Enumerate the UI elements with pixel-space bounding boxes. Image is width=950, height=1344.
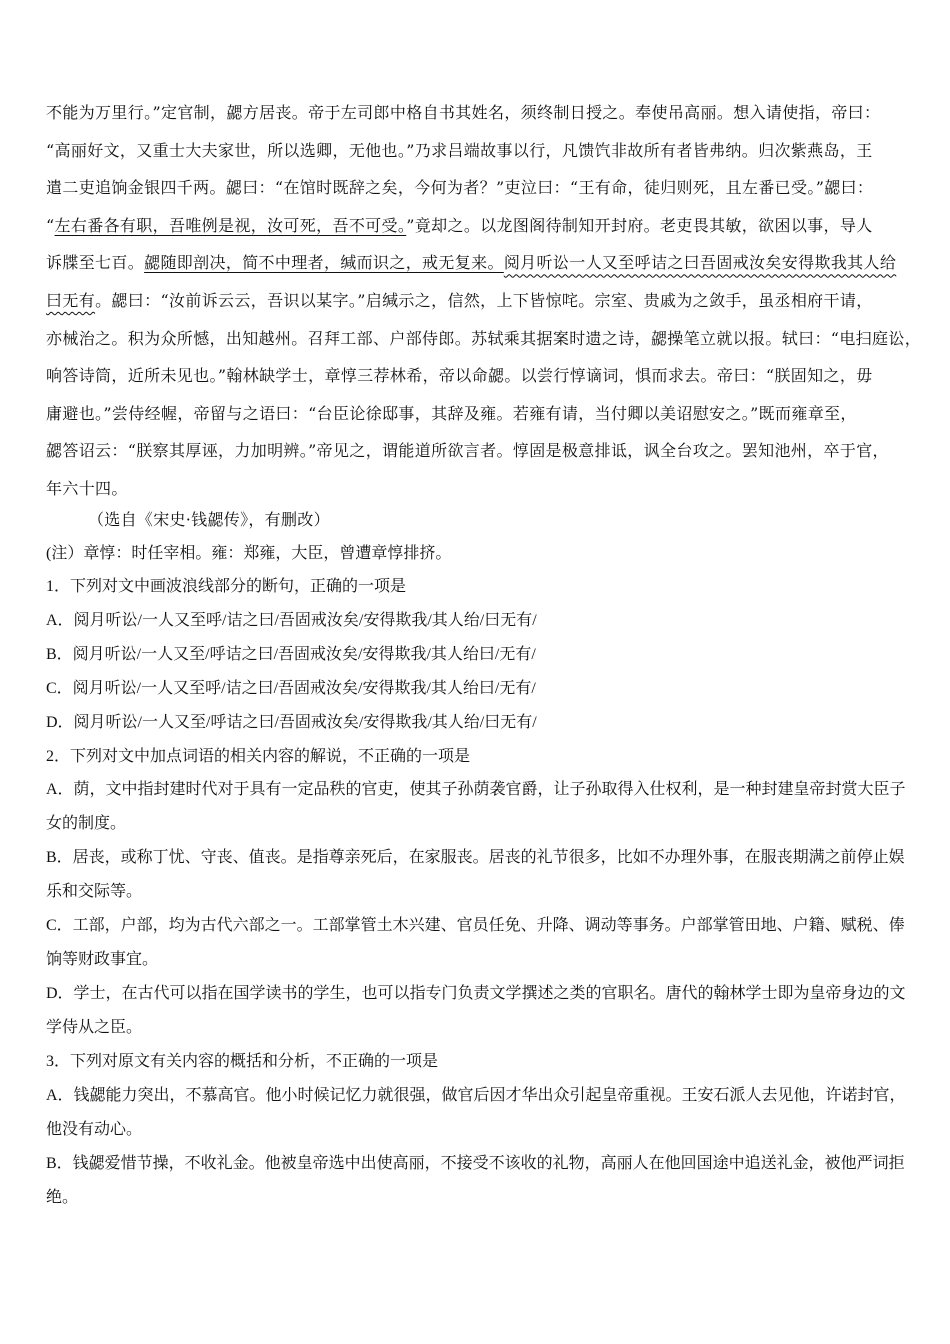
passage-line: [46, 395, 914, 433]
passage-line: [46, 244, 914, 282]
answer-option: B．钱勰爱惜节操，不收礼金。他被皇帝选中出使高丽，不接受不该收的礼物，高丽人在他回国途中追送礼金，被他严词拒绝。: [46, 1154, 905, 1206]
answer-option: D．学士，在古代可以指在国学读书的学生，也可以指专门负责文学撰述之类的官职名。唐代的翰林学士即为皇帝身边的文学侍从之臣。: [46, 985, 906, 1036]
underlined-text: 左右番各有职，吾唯例是视，汝可死，吾不可受。: [54, 215, 407, 235]
answer-option: B．居丧，或称丁忧、守丧、值丧。是指尊亲死后，在家服丧。居丧的礼节很多，比如不办理外事，在服丧期满之前停止娱乐和交际等。: [46, 849, 905, 900]
passage-text: ”竟却之。以龙图阁待制知开封府。老吏畏其敏，欲困以事，导人: [406, 215, 873, 235]
passage-text: 勰答诏云：“朕察其厚诬，力加明辨。”帝见之，谓能道所欲言者。惇固是极意排诋，讽全台攻之。罢知池州，卒于官，: [46, 441, 889, 461]
passage-text: 遣二吏追饷金银四千两。勰曰：“在馆时既辞之矣，今何为者？”吏泣曰：“王有命，徒归则死，且左番已受。”勰曰：: [46, 178, 874, 198]
answer-option: A．荫，文中指封建时代对于具有一定品秩的官吏，使其子孙荫袭官爵，让子孙取得入仕权利，是一种封建皇帝封赏大臣子女的制度。: [46, 781, 906, 832]
underlined-text: 勰随即剖决，简不中理者，缄而识之，戒无复来。: [144, 253, 504, 273]
answer-option: A．阅月听讼/一人又至呼/诘之曰/吾固戒汝矣/安得欺我/其人绐/曰无有/: [46, 611, 537, 629]
passage-line: [46, 132, 914, 170]
passage-line: [46, 357, 914, 395]
passage-text: 。勰曰：“汝前诉云云，吾识以某字。”启缄示之，信然，上下皆惊咤。宗室、贵戚为之敛手，虽丞相府干请，: [95, 290, 873, 310]
answer-option: B．阅月听讼/一人又至/呼诘之曰/吾固戒汝矣/安得欺我/其人绐曰/无有/: [46, 645, 536, 663]
passage-source: （选自《宋史·钱勰传》，有删改）: [88, 510, 330, 529]
passage-text: 不能为万里行。”定官制，勰方居丧。帝于左司郎中格自书其姓名，须终制日授之。奉使吊高丽。想入请使指，帝曰：: [46, 103, 881, 122]
wavy-underlined-text: 曰无有: [46, 290, 96, 310]
question-stem: 3．下列对原文有关内容的概括和分析，不正确的一项是: [46, 1053, 439, 1070]
passage-line: [46, 320, 922, 358]
answer-option: D．阅月听讼/一人又至/呼诘之曰/吾固戒汝矣/安得欺我/其人绐/曰无有/: [46, 713, 537, 731]
classical-passage: [46, 94, 922, 508]
questions-section: [46, 503, 914, 1215]
passage-line: [46, 432, 914, 470]
passage-text: “: [46, 215, 55, 235]
passage-line: [46, 282, 914, 320]
passage-note: (注）章惇：时任宰相。雍：郑雍，大臣，曾遭章惇排挤。: [46, 544, 452, 562]
passage-line: [46, 207, 914, 245]
passage-line: [46, 94, 914, 132]
passage-text: 庸避也。”尝侍经幄，帝留与之语曰：“台臣论徐邸事，其辞及雍。若雍有请，当付卿以美诏慰安之。”既而雍章至，: [46, 403, 857, 423]
passage-line: [46, 169, 914, 207]
passage-text: 诉牒至七百。: [46, 253, 145, 273]
answer-option: A．钱勰能力突出，不慕高官。他小时候记忆力就很强，做官后因才华出众引起皇帝重视。王安石派人去见他，许诺封官，他没有动心。: [46, 1086, 906, 1138]
passage-text: 亦械治之。积为众所憾，出知越州。召拜工部、户部侍郎。苏轼乘其据案时遗之诗，勰操笔立就以报。轼曰：“电扫庭讼，: [46, 328, 922, 348]
answer-option: C．阅月听讼/一人又至呼/诘之曰/吾固戒汝矣/安得欺我/其人绐曰/无有/: [46, 679, 536, 697]
answer-option: C．工部，户部，均为古代六部之一。工部掌管土木兴建、官员任免、升降、调动等事务。户部掌管田地、户籍、赋税、俸饷等财政事宜。: [46, 917, 905, 968]
passage-line: [46, 470, 914, 508]
question-stem: 2．下列对文中加点词语的相关内容的解说，不正确的一项是: [46, 747, 471, 765]
wavy-underlined-text: 阅月听讼一人又至呼诘之曰吾固戒汝矣安得欺我其人给: [503, 253, 897, 273]
passage-text: 年六十四。: [46, 478, 128, 498]
passage-text: 响答诗筒，近所未见也。”翰林缺学士，章惇三荐林希，帝以命勰。以尝行惇谪词，惧而求去。帝曰：“朕固知之，毋: [46, 366, 873, 386]
question-stem: 1．下列对文中画波浪线部分的断句，正确的一项是: [46, 578, 407, 595]
passage-text: “高丽好文，又重士大夫家世，所以选卿，无他也。”乃求吕端故事以行，凡馈饩非故所有者皆弗纳。归次紫燕岛，王: [46, 140, 873, 160]
